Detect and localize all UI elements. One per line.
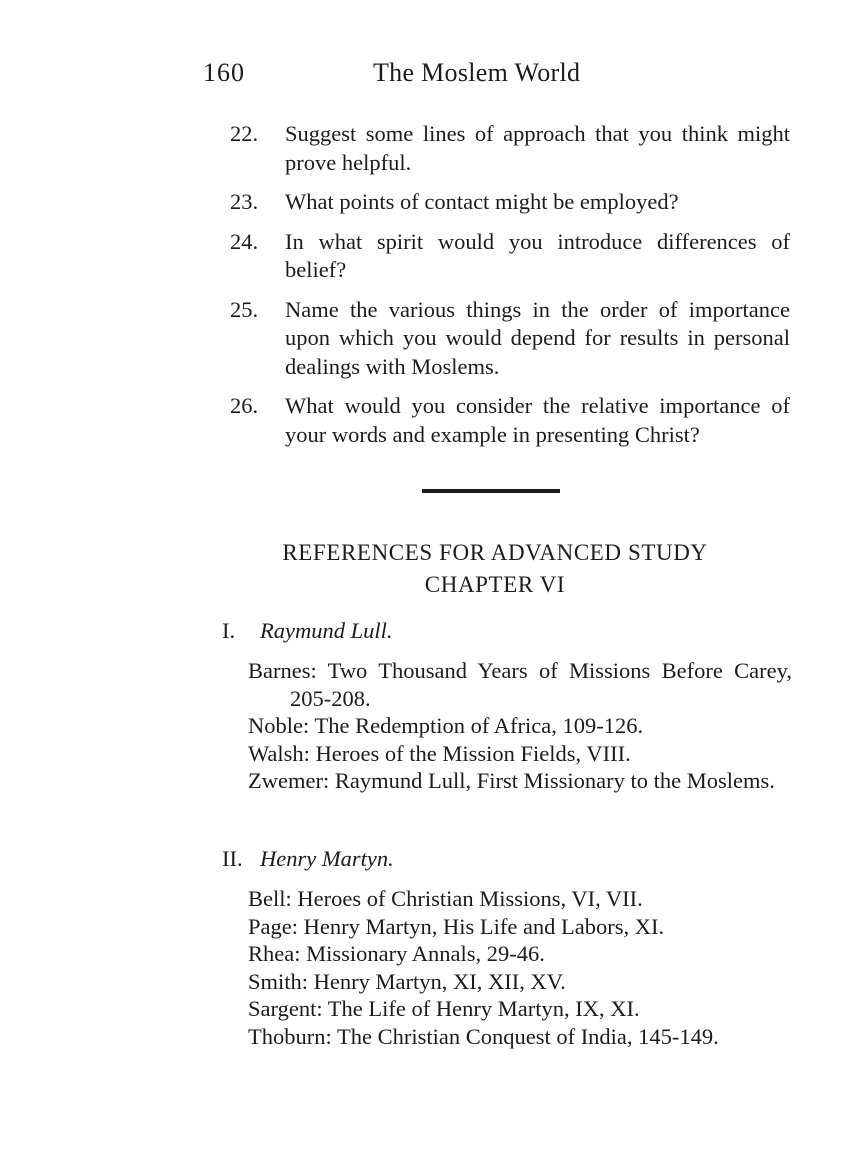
reference-entry	[248, 885, 792, 913]
reference-work: Henry Martyn, XI, XII, XV.	[313, 968, 566, 994]
reference-list	[212, 657, 792, 795]
question-number: 22.	[230, 121, 259, 146]
question-number: 25.	[230, 296, 259, 322]
question-text: Name the various things in the order of importance upon which you would depend for results in personal dealings with Moslems.	[285, 296, 790, 379]
reference-entry	[248, 940, 792, 968]
reference-work: The Christian Conquest of India, 145-149.	[336, 1023, 719, 1049]
reference-author: Walsh:	[248, 740, 310, 766]
section-numeral: II.	[222, 846, 243, 871]
reference-section-martyn	[212, 845, 792, 1050]
references-heading	[230, 537, 760, 601]
section-divider	[422, 489, 560, 493]
section-subject: Henry Martyn.	[260, 846, 394, 871]
reference-entry	[248, 712, 792, 740]
reference-author: Page:	[248, 913, 298, 939]
question-item	[230, 120, 790, 177]
reference-entry	[248, 740, 792, 768]
reference-author: Noble:	[248, 713, 310, 738]
reference-work: Heroes of Christian Missions, VI, VII.	[297, 886, 643, 911]
reference-author: Zwemer:	[248, 768, 330, 793]
question-text: Suggest some lines of approach that you think might prove helpful.	[285, 121, 790, 175]
page-number: 160	[203, 58, 245, 87]
question-item	[230, 188, 790, 217]
reference-work: Henry Martyn, His Life and Labors, XI.	[303, 913, 665, 939]
reference-author: Barnes:	[248, 658, 317, 683]
question-item	[230, 392, 790, 449]
reference-entry	[248, 767, 792, 795]
section-heading	[212, 617, 792, 645]
reference-work: The Life of Henry Martyn, IX, XI.	[327, 996, 640, 1021]
question-text: What points of contact might be employed?	[285, 189, 679, 214]
reference-entry	[248, 913, 792, 941]
question-text: In what spirit would you introduce differences of belief?	[285, 228, 790, 282]
question-list	[230, 120, 790, 460]
question-number: 24.	[230, 228, 259, 254]
chapter-title: CHAPTER VI	[424, 572, 566, 597]
reference-work: Heroes of the Mission Fields, VIII.	[315, 740, 631, 766]
references-title: REFERENCES FOR ADVANCED STUDY	[282, 540, 708, 565]
reference-entry	[248, 995, 792, 1023]
question-item	[230, 296, 790, 382]
question-number: 26.	[230, 393, 259, 418]
question-text: What would you consider the relative importance of your words and example in presenting Christ?	[285, 393, 790, 447]
reference-author: Rhea:	[248, 941, 301, 966]
reference-author: Smith:	[248, 968, 309, 994]
reference-work: Raymund Lull, First Missionary to the Moslems.	[334, 768, 775, 793]
reference-work: The Redemption of Africa, 109-126.	[314, 713, 644, 738]
question-item	[230, 228, 790, 285]
reference-entry	[248, 1023, 792, 1051]
section-subject: Raymund Lull.	[260, 618, 393, 643]
reference-entry	[248, 657, 792, 712]
section-heading	[212, 845, 792, 873]
reference-author: Thoburn:	[248, 1023, 332, 1049]
section-numeral: I.	[222, 618, 236, 643]
reference-work: Missionary Annals, 29-46.	[306, 941, 545, 966]
reference-author: Sargent:	[248, 996, 323, 1021]
reference-section-lull	[212, 617, 792, 795]
page-header	[0, 58, 850, 94]
reference-list	[212, 885, 792, 1050]
reference-author: Bell:	[248, 886, 292, 911]
running-title: The Moslem World	[373, 58, 581, 87]
reference-entry	[248, 968, 792, 996]
question-number: 23.	[230, 189, 259, 214]
reference-work: Two Thousand Years of Missions Before Carey, 205-208.	[290, 658, 792, 711]
